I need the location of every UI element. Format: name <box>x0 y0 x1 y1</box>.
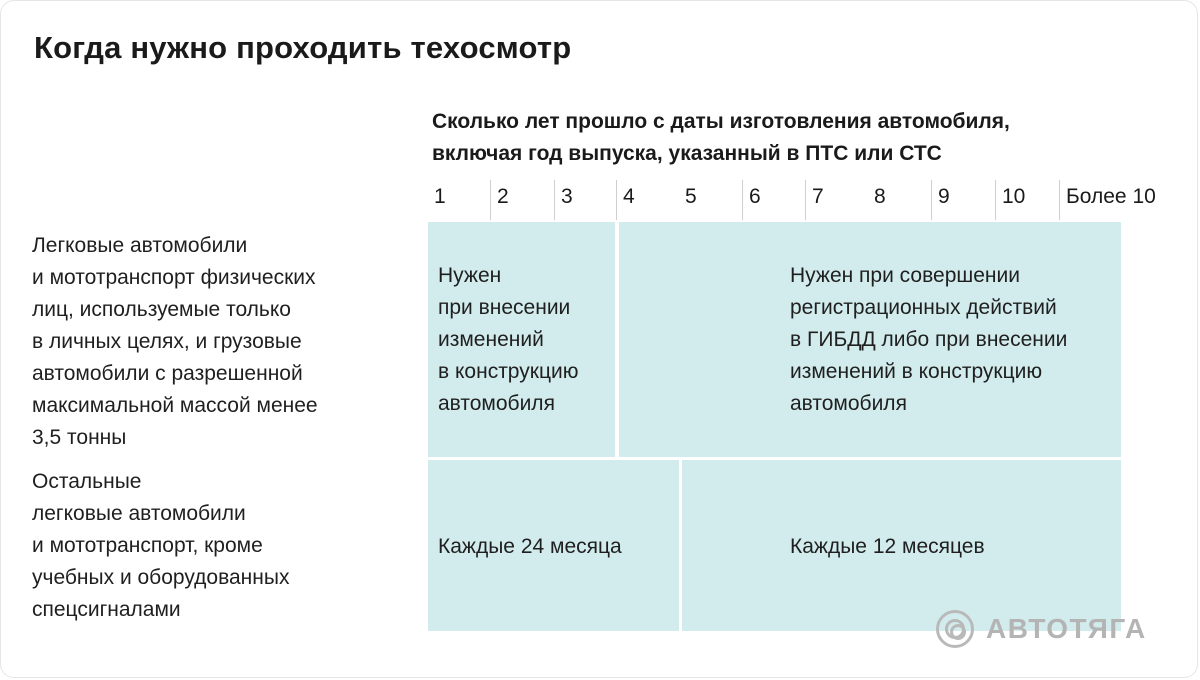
row-label-line: лиц, используемые только <box>32 298 291 321</box>
cell-text-line: Каждые 12 месяцев <box>790 535 985 558</box>
year-6: 6 <box>742 180 805 220</box>
watermark-text: АВТОТЯГА <box>986 613 1147 644</box>
cell-text-line: при внесении <box>438 296 571 319</box>
cell-text-line: регистрационных действий <box>790 296 1057 319</box>
cell-row2-years-1-4 <box>428 460 679 631</box>
cell-text-line: в ГИБДД либо при внесении <box>790 328 1068 351</box>
year-2: 2 <box>490 180 554 220</box>
cell-text-line: изменений в конструкцию <box>790 360 1043 383</box>
row-label-other-vehicles <box>32 466 289 626</box>
year-8: 8 <box>874 185 886 208</box>
cell-text-line: автомобиля <box>790 392 907 415</box>
row-label-line: и мототранспорт физических <box>32 266 316 289</box>
row-label-line: максимальной массой менее <box>32 394 318 417</box>
row-label-line: 3,5 тонны <box>32 426 127 449</box>
row-label-line: в личных целях, и грузовые <box>32 330 302 353</box>
year-9: 9 <box>931 180 995 220</box>
row-label-line: учебных и оборудованных <box>32 566 290 589</box>
year-7: 7 <box>805 180 868 220</box>
column-header-line-2: включая год выпуска, указанный в ПТС или СТС <box>432 142 942 165</box>
cell-row1-years-1-3 <box>428 222 615 457</box>
year-4: 4 <box>616 180 679 220</box>
row-label-line: автомобили с разрешенной <box>32 362 303 385</box>
logo-icon <box>936 610 974 648</box>
cell-text-line: Нужен при совершении <box>790 264 1020 287</box>
column-header-line-1: Сколько лет прошло с даты изготовления автомобиля, <box>432 110 1010 133</box>
cell-text-line: Каждые 24 месяца <box>438 535 622 558</box>
cell-text-line: в конструкцию <box>438 360 579 383</box>
cell-row2-years-5-plus <box>682 460 1121 631</box>
cell-row1-years-4-plus <box>619 222 1121 457</box>
row-label-passenger-private <box>32 230 318 454</box>
watermark-logo <box>936 608 1147 650</box>
row-label-line: и мототранспорт, кроме <box>32 534 263 557</box>
row-label-line: Остальные <box>32 470 142 493</box>
year-1: 1 <box>434 185 446 208</box>
year-scale <box>0 180 1200 220</box>
cell-text-line: Нужен <box>438 264 502 287</box>
year-3: 3 <box>554 180 616 220</box>
year-5: 5 <box>685 185 697 208</box>
row-label-line: Легковые автомобили <box>32 234 248 257</box>
cell-text-line: автомобиля <box>438 392 555 415</box>
row-label-line: легковые автомобили <box>32 502 246 525</box>
column-header <box>432 106 1132 170</box>
row-label-line: спецсигналами <box>32 598 181 621</box>
year-more-than-10: Более 10 <box>1059 180 1179 220</box>
cell-text-line: изменений <box>438 328 544 351</box>
page-title: Когда нужно проходить техосмотр <box>34 30 572 65</box>
year-10: 10 <box>995 180 1059 220</box>
